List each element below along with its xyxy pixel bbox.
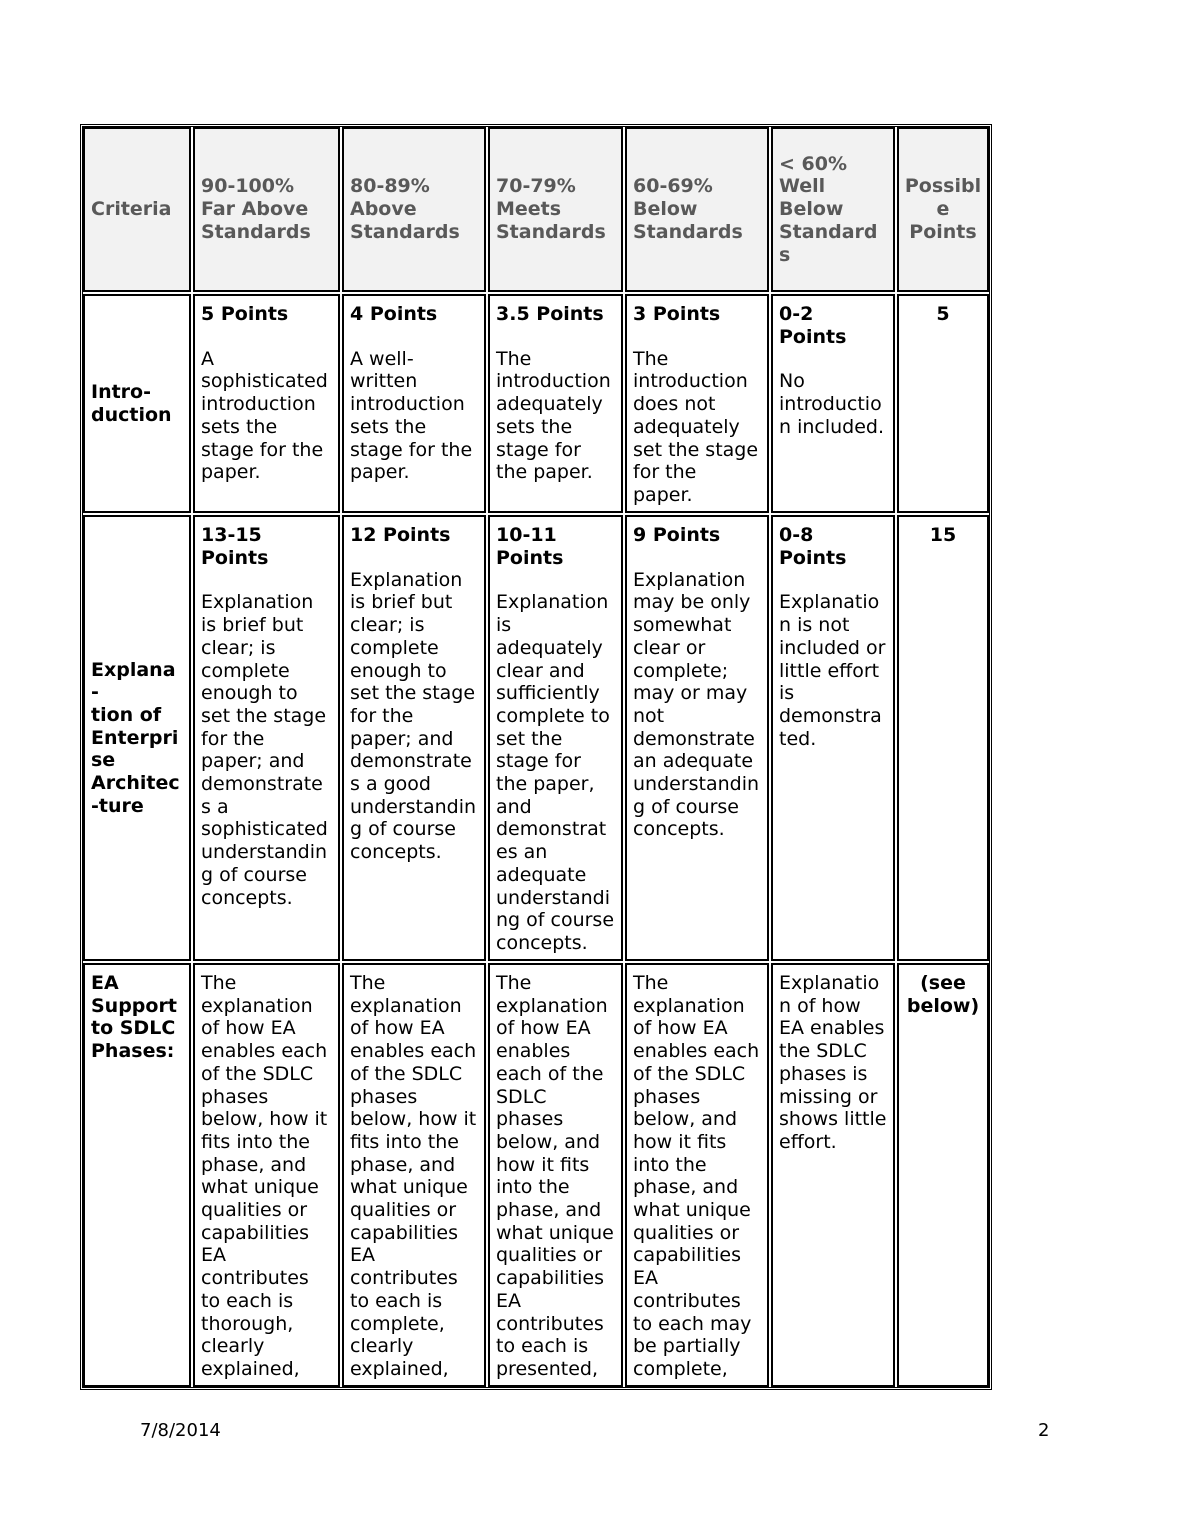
header-col5-line2: Well [779, 175, 826, 198]
points-label: 9 Points [633, 524, 721, 546]
ea-well-below-cell [771, 515, 895, 961]
description-text: No introductio n included. [779, 370, 885, 438]
header-col5-line3: Below [779, 198, 844, 221]
intro-above-cell [342, 294, 486, 513]
ea-far-above-cell [193, 515, 340, 961]
ea-possible-points [897, 515, 989, 961]
header-col-meets [488, 127, 623, 292]
points-label: 13-15 Points [201, 524, 269, 569]
description-text: Explanation is brief but clear; is complete enough to set the stage for the paper; and demonstrate s a good understandin g of course concepts. [350, 568, 477, 864]
header-col-far-above [193, 127, 340, 292]
header-col3-line2: Meets [496, 198, 562, 221]
ea-above-cell [342, 515, 486, 961]
criterion-line: Enterpri [91, 726, 179, 749]
sdlc-above-cell [342, 963, 486, 1387]
header-col2-line1: 80-89% [350, 175, 430, 198]
footer-date: 7/8/2014 [140, 1420, 221, 1441]
description-text: Explanatio n is not included or little effort is demonstra ted. [779, 591, 886, 750]
header-col-above [342, 127, 486, 292]
possible-points-value: 15 [929, 524, 957, 546]
header-col5-line1: < 60% [779, 152, 848, 175]
description-text: The introduction does not adequately set the stage for the paper. [633, 347, 759, 506]
criterion-line: Explana- [91, 658, 176, 704]
intro-well-below-cell [771, 294, 895, 513]
criterion-line: Architec [91, 772, 180, 795]
header-col2-line2: Above [350, 198, 417, 221]
points-label: 5 Points [201, 303, 289, 325]
criterion-line: -ture [91, 794, 144, 817]
intro-possible-points [897, 294, 989, 513]
possible-points-value: 5 [936, 303, 950, 325]
header-col4-line1: 60-69% [633, 175, 713, 198]
criterion-line: duction [91, 403, 172, 426]
ea-meets-cell [488, 515, 623, 961]
criterion-line: se [91, 749, 116, 772]
points-label: 12 Points [350, 524, 451, 546]
header-col4-line3: Standards [633, 220, 743, 243]
header-col6-line1: Possibl [904, 175, 982, 198]
sdlc-possible-points [897, 963, 989, 1387]
description-text: A sophisticated introduction sets the stage for the paper. [201, 347, 328, 484]
criterion-line: Intro- [91, 380, 151, 403]
points-label: 3.5 Points [496, 303, 604, 325]
description-text: The introduction adequately sets the stage for the paper. [496, 347, 611, 484]
header-col5-line4: Standard [779, 220, 878, 243]
header-possible-points [897, 127, 989, 292]
criterion-introduction [83, 294, 191, 513]
points-label: 3 Points [633, 303, 721, 325]
description-text: Explanation is adequately clear and sufficiently complete to set the stage for the paper, and demonstrat es an adequate understandi ng of course concepts. [496, 591, 615, 954]
header-col3-line3: Standards [496, 220, 606, 243]
header-col6-line2: e [936, 198, 950, 221]
criterion-line: to SDLC [91, 1017, 176, 1040]
description-text: The explanation of how EA enables each of the SDLC phases below, and how it fits into the phase, and what unique qualities or capabilities EA contributes to each may be partially complete, [633, 972, 760, 1380]
description-text: Explanation is brief but clear; is complete enough to set the stage for the paper; and demonstrates a sophisticated understandin g of course concepts. [201, 591, 328, 909]
sdlc-far-above-cell [193, 963, 340, 1387]
header-col5-line5: s [779, 243, 791, 266]
header-col2-line3: Standards [350, 220, 460, 243]
header-col-below [625, 127, 769, 292]
sdlc-well-below-cell [771, 963, 895, 1387]
description-text: Explanatio n of how EA enables the SDLC phases is missing or shows little effort. [779, 972, 887, 1153]
criterion-line: Phases: [91, 1040, 175, 1063]
header-criteria-label: Criteria [91, 198, 172, 221]
points-label: 4 Points [350, 303, 438, 325]
criterion-explanation-ea [83, 515, 191, 961]
sdlc-below-cell [625, 963, 769, 1387]
header-col3-line1: 70-79% [496, 175, 576, 198]
description-text: Explanation may be only somewhat clear or complete; may or may not demonstrate an adequate understandin g of course concepts. [633, 568, 760, 841]
page-number: 2 [1038, 1420, 1050, 1441]
header-col4-line2: Below [633, 198, 698, 221]
sdlc-meets-cell [488, 963, 623, 1387]
header-col6-line3: Points [909, 220, 977, 243]
intro-below-cell [625, 294, 769, 513]
points-label: 10-11 Points [496, 524, 564, 569]
ea-below-cell [625, 515, 769, 961]
criterion-ea-sdlc [83, 963, 191, 1387]
points-label: 0-8 Points [779, 524, 847, 569]
description-text: The explanation of how EA enables each of the SDLC phases below, how it fits into the phase, and what unique qualities or capabilities EA contributes to each is complete, clearly explained, [350, 972, 477, 1380]
header-col1-line2: Far Above [201, 198, 309, 221]
header-col1-line3: Standards [201, 220, 311, 243]
description-text: The explanation of how EA enables each of the SDLC phases below, how it fits into the phase, and what unique qualities or capabilities EA contributes to each is thorough, clearly explained, [201, 972, 328, 1380]
criterion-line: Support [91, 994, 177, 1017]
header-criteria [83, 127, 191, 292]
criterion-line: tion of [91, 703, 162, 726]
description-text: A well-written introduction sets the stage for the paper. [350, 347, 473, 484]
intro-far-above-cell [193, 294, 340, 513]
header-col-well-below [771, 127, 895, 292]
description-text: The explanation of how EA enables each of the SDLC phases below, and how it fits into the phase, and what unique qualities or capabilities EA contributes to each is presented, [496, 972, 614, 1380]
criterion-line: EA [91, 972, 119, 994]
header-col1-line1: 90-100% [201, 175, 295, 198]
intro-meets-cell [488, 294, 623, 513]
points-label: 0-2 Points [779, 303, 847, 348]
possible-points-value: (see below) [906, 972, 980, 1017]
